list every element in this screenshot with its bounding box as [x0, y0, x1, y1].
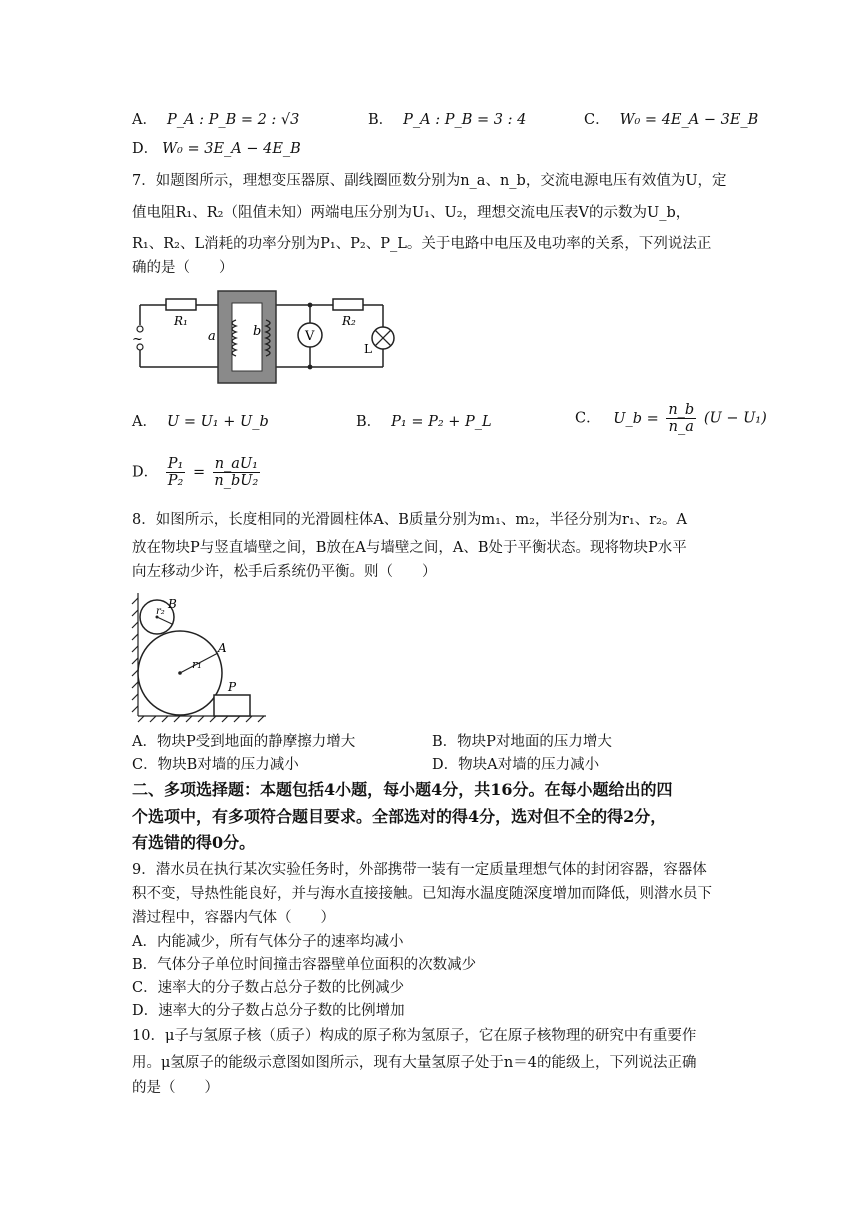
q6-option-b: B． P_A : P_B = 3 : 4 — [368, 112, 527, 128]
cylinders-wall-diagram — [128, 588, 268, 723]
q10-text-line-3: 的是（ ） — [132, 1080, 219, 1096]
q7-text-line-2: 值电阻R₁、R₂（阻值未知）两端电压分别为U₁、U₂，理想交流电压表V的示数为U_b， — [132, 205, 691, 221]
coil-b-label: b — [253, 324, 262, 339]
transformer-circuit-diagram — [128, 285, 398, 385]
resistor-r1-icon — [166, 299, 196, 310]
q9-option-c: C．速率大的分子数占总分子数的比例减少 — [132, 980, 405, 996]
q8-text-line-3: 向左移动少许，松手后系统仍平衡。则（ ） — [132, 564, 437, 580]
q7-option-b: B． P₁ = P₂ + P_L — [356, 414, 492, 430]
q8-option-a: A．物块P受到地面的静摩擦力增大 — [132, 734, 356, 750]
q9-option-b: B．气体分子单位时间撞击容器壁单位面积的次数减少 — [132, 957, 477, 973]
block-p-icon — [214, 695, 250, 716]
r1-label: r₁ — [192, 658, 202, 671]
block-p-label: P — [228, 680, 237, 694]
q8-option-d: D．物块A对墙的压力减小 — [432, 757, 600, 773]
q9-text-line-3: 潜过程中，容器内气体（ ） — [132, 910, 335, 926]
q7-option-d: D． $\frac{\text{P₁}}{\text{P₂}}$ = $\frac{\text{n\_aU₁}}{\text{n\_bU₂}}$ — [132, 456, 259, 489]
source-label: ~ — [132, 332, 143, 347]
coil-a-label: a — [208, 329, 216, 344]
resistor-r2-icon — [333, 299, 363, 310]
q8-option-b: B．物块P对地面的压力增大 — [432, 734, 612, 750]
q6-option-d: D． W₀ = 3E_A − 4E_B — [132, 141, 301, 157]
q8-text-line-2: 放在物块P与竖直墙壁之间，B放在A与墙壁之间，A、B处于平衡状态。现将物块P水平 — [132, 540, 687, 556]
voltmeter-label: V — [305, 329, 315, 344]
r2-label: r₂ — [156, 606, 165, 617]
q8-text-line-1: 8．如图所示，长度相同的光滑圆柱体A、B质量分别为m₁、m₂，半径分别为r₁、r₂。A — [132, 512, 687, 528]
lamp-label: L — [364, 342, 372, 356]
q9-text-line-2: 积不变，导热性能良好，并与海水直接接触。已知海水温度随深度增加而降低，则潜水员下 — [132, 886, 712, 902]
q6-option-a: A． P_A : P_B = 2 : √3 — [132, 112, 300, 128]
q6-option-c: C． W₀ = 4E_A − 3E_B — [584, 112, 759, 128]
r2-label: R₂ — [342, 314, 356, 328]
fraction-p1-over-p2: $\frac{\text{P₁}}{\text{P₂}}$ — [167, 456, 184, 489]
section-2-heading-line-1: 二、多项选择题：本题包括4小题，每小题4分，共16分。在每小题给出的四 — [132, 780, 673, 799]
section-2-heading-line-3: 有选错的得0分。 — [132, 833, 256, 852]
r1-label: R₁ — [174, 314, 188, 328]
q8-option-c: C．物块B对墙的压力减小 — [132, 757, 299, 773]
cylinder-b-label: B — [168, 597, 177, 611]
fraction-naU1-over-nbU2: $\frac{\text{n\_aU₁}}{\text{n\_bU₂}}$ — [214, 456, 259, 489]
fraction-nb-over-na: $\frac{n\_b}{n\_a}$ — [668, 402, 695, 435]
q10-text-line-1: 10．μ子与氢原子核（质子）构成的原子称为氢原子，它在原子核物理的研究中有重要作 — [132, 1028, 697, 1044]
q9-option-d: D．速率大的分子数占总分子数的比例增加 — [132, 1003, 405, 1019]
q7-text-line-1: 7．如题图所示，理想变压器原、副线圈匝数分别为n_a、n_b，交流电源电压有效值为U，定 — [132, 173, 727, 189]
q7-text-line-3: R₁、R₂、L消耗的功率分别为P₁、P₂、P_L。关于电路中电压及电功率的关系，下列说法正 — [132, 236, 712, 252]
cylinder-a-label: A — [218, 641, 227, 655]
q7-option-a: A． U = U₁ + U_b — [132, 414, 269, 430]
section-2-heading-line-2: 个选项中，有多项符合题目要求。全部选对的得4分，选对但不全的得2分， — [132, 807, 667, 826]
q7-text-line-4: 确的是（ ） — [132, 260, 234, 276]
q9-text-line-1: 9．潜水员在执行某次实验任务时，外部携带一装有一定质量理想气体的封闭容器，容器体 — [132, 862, 707, 878]
q9-option-a: A．内能减少，所有气体分子的速率均减小 — [132, 934, 404, 950]
q10-text-line-2: 用。μ氢原子的能级示意图如图所示，现有大量氢原子处于n＝4的能级上，下列说法正确 — [132, 1055, 697, 1071]
q7-option-c: C． U_b = $\frac{n\_b}{n\_a}$ (U − U₁) — [575, 402, 767, 435]
